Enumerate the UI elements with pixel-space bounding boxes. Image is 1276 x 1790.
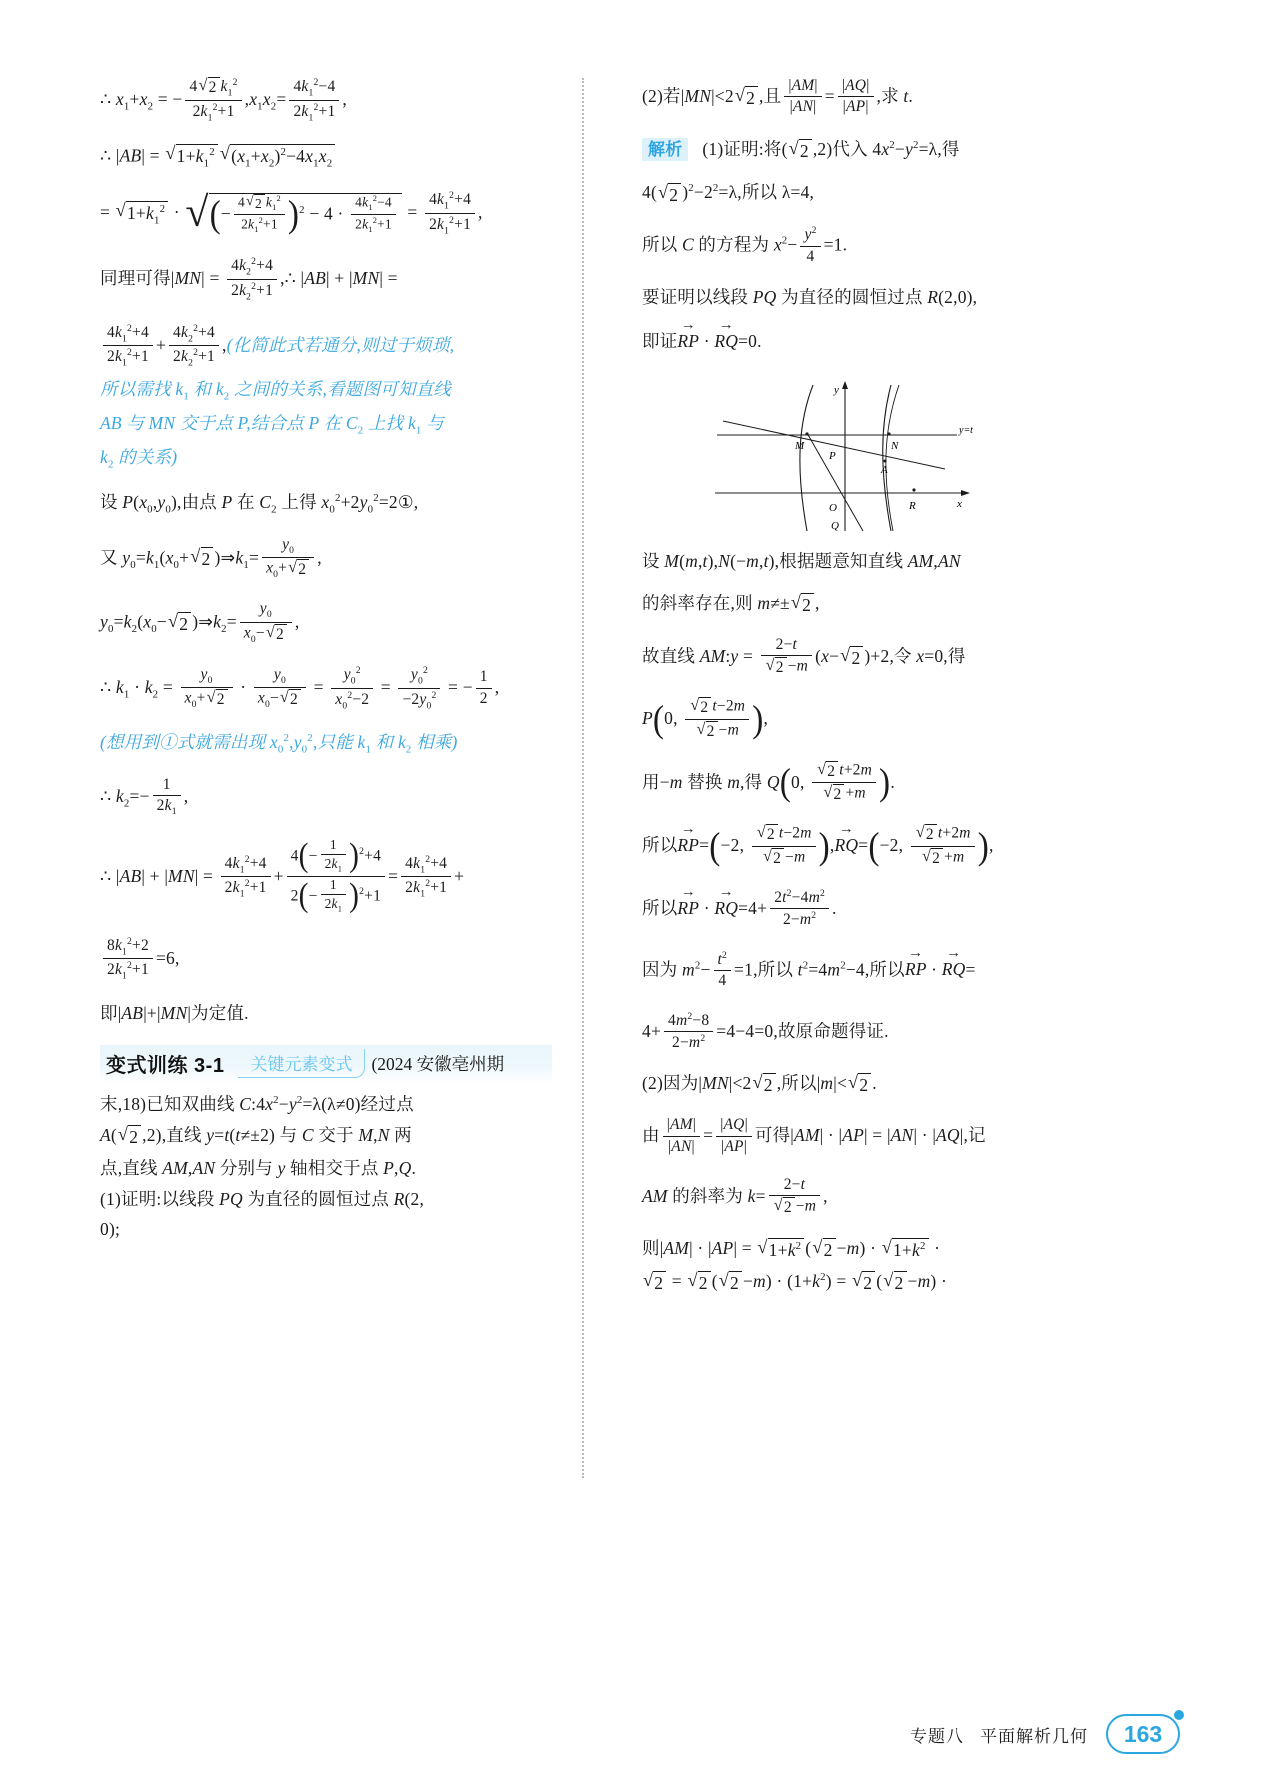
equation-line-sum-fractions: $\frac{4k_1^2+4}{2k_1^2+1}$ + $\frac{4k_2^2+4}{2k_2^2+1}$ ,(化简此式若通分,则过于烦琐, [100,324,552,370]
equation-line-AB-expanded: = √ $1+k_1^2$ · √ (− 4 √ 2 $k_1^2$ $2k_1^2+1$ )$^2$ − 4 · $\frac{4k_1^2-4}{2k_1^2+1}$ = $\frac{4k_1^2+4}{2k_1^2+1}$ , [100,190,483,237]
point-R [912,488,915,491]
equation-line-final-value: $\frac{8k_1^2+2}{2k_1^2+1}$ =6, [100,937,552,983]
point-M-label: M [794,439,804,452]
y-axis-label: y [833,383,839,396]
footer-subtopic: 平面解析几何 [980,1726,1088,1746]
annotation-note-4: (想用到①式就需出现 $x_0^2,y_0^2$,只能 $k_1$ 和 $k_2$ 相乘) [100,732,458,756]
equation-line-AB-plus-MN-sub: ∴ |AB| + |MN| = $\frac{4k_1^2+4}{2k_1^2+1}$ + 4(− $\frac{1}{2k_1}$ )$^2$+4 2(− $\frac{1}{2k_1}$ )$^2$+1 = $\frac{4k_1^2+4}{2k_1^2+1}$ + [100,836,465,915]
page-number-badge [1106,1714,1180,1754]
two-column-body [100,78,1105,1498]
line-y-equals-t-label: y=t [958,424,973,436]
key-element-variation-badge: 关键元素变式 [238,1049,365,1078]
equation-line-conclusion: 即|AB|+|MN|为定值. [100,1002,249,1023]
point-A-label: A [880,463,888,476]
equation-line-k2: $y_0=k_2(x_0-$ √ 2 )$\Rightarrow k_2=$ $y_0$ $x_0-$ √ 2 , [100,600,300,645]
left-column [100,78,570,1498]
point-Q-label: Q [830,519,839,532]
problem-statement-line-3: 点,直线 AM,AN 分别与 y 轴相交于点 P,Q. [100,1157,417,1178]
point-R-label: R [908,499,916,512]
problem-statement-q1-line-2: 0); [100,1219,121,1240]
annotation-note-1: 所以需找 $k_1$ 和 $k_2$ 之间的关系,看题图可知直线 [100,378,451,403]
equation-line-sum-product: ∴ $x_1+x_2$ = − 4 √ 2 $k_1^2$ $2k_1^2+1$ $,x_1x_2=$ $\frac{4k_1^2-4}{2k_1^2+1}$ , [100,76,347,123]
solution-line-12: 因为 $m^2-$ $\frac{t^2}{4}$ =1,所以 $t^2=4m^2-4$,所以→ RP · → RQ= [642,951,1037,992]
source-head: (2024 安徽亳州期 [371,1053,505,1074]
solution-line-7: 故直线 AM:y = 2−t √ 2 −m (x− √ 2 )+2,令 x=0,得 [642,635,966,676]
point-N-label: N [890,439,898,452]
problem-statement-q1-line-1: (1)证明:以线段 PQ 为直径的圆恒过点 R(2, [100,1188,425,1209]
variation-training-header [100,1045,552,1084]
x-axis-arrow [961,490,970,496]
solution-line-2: 4( √ 2 )$^2-2^2=\lambda$,所以 λ=4, [642,181,815,205]
point-P-label: P [828,449,836,462]
line-AN [807,433,863,531]
solution-line-3: 所以 C 的方程为 $x^2-$ $\frac{y^2}{4}$ =1. [642,225,848,265]
solution-line-6: 设 M(m,t),N(−m,t),根据题意知直线 AM,AN [642,550,961,571]
equation-line-set-P: 设 $P(x_0,y_0)$,由点 P 在 $C_2$ 上得 $x_0^2+2y_0^2=2①$, [100,491,419,516]
equation-line-k2-value: ∴ $k_2=-$ $\frac{1}{2k_1}$ , [100,776,189,818]
solution-line-4: 要证明以线段 PQ 为直径的圆恒过点 R(2,0), [642,287,978,308]
figure-svg [695,373,985,533]
point-O-label: O [828,501,837,514]
solution-line-16: AM 的斜率为 k= 2−t √ 2 −m , [642,1175,828,1217]
point-A [883,459,886,462]
jiexi-tag: 解析 [642,138,688,161]
hyperbola-figure [642,373,1037,533]
hyperbola-left-branch [799,385,812,531]
y-axis-arrow [842,381,848,389]
variation-training-title: 变式训练 3-1 [106,1054,225,1077]
equation-line-k1: 又 $y_0=k_1(x_0+$ √ 2 )$\Rightarrow k_1=$ $y_0$ $x_0+$ √ 2 , [100,535,322,581]
solution-line-15: 由 $\frac{|AM|}{|AN|}$ = $\frac{|AQ|}{|AP|}$ 可得|AM| · |AP| = |AN| · |AQ|,记 [642,1116,986,1155]
equation-line-AB-length: ∴ |AB| = √ $1+k_1^2$ √ $(x_1+x_2)^2-4x_1x_2$ [100,144,552,171]
solution-line-6b: 的斜率存在,则 m≠± √ 2 , [642,591,820,615]
solution-line-9: 用−m 替换 m,得 Q(0, √ 2 t+2m √ 2 +m ). [642,759,895,804]
annotation-note-3: $k_2$ 的关系) [100,446,178,471]
x-axis-label: x [956,497,962,510]
solution-line-5: 即证→ RP · → RQ=0. [642,329,1037,353]
page-footer [0,1714,1276,1754]
equation-line-k1-times-k2: ∴ $k_1 \cdot k_2$ = $y_0$ $x_0+$ √ 2 · $y_0$ $x_0-$ √ 2 = $\frac{y_0^2}{x_0^2-2}$ = $\frac{y_0^2}{-2y_0^2}$ = − $\frac{1}{2}$ , [100,664,500,711]
page-number-dot [1174,1710,1184,1720]
solution-line-10: 所以→ RP=(−2, √ 2 t−2m √ 2 −m ),→ RQ=(−2, √ 2 t+2m √ 2 +m ), [642,825,1037,869]
problem-statement-line-2: A( √ 2 ,2),直线 y=t(t≠±2) 与 C 交于 M,N 两 [100,1123,412,1147]
problem-statement-line-1: 末,18)已知双曲线 $C:4x^2-y^2=\lambda(\lambda\ne 0)$经过点 [100,1093,414,1114]
equation-line-MN-similar: 同理可得|MN| = $\frac{4k_2^2+4}{2k_2^2+1}$ ,∴ |AB| + |MN| = [100,256,398,303]
right-column [612,78,1037,1498]
solution-line-11: 所以→ RP · → RQ=4+ $\frac{2t^2-4m^2}{2-m^2}$ . [642,889,1037,931]
solution-line-8: P(0, √ 2 t−2m √ 2 −m ), [642,696,769,741]
solution-line-17: 则|AM| · |AP| = √ $1+k^2$ ( √ 2 −m) · √ $1+k^2$ · [642,1237,941,1261]
problem-statement-q2: (2)若|MN|<2 √ 2 ,且 $\frac{|AM|}{|AN|}$ = $\frac{|AQ|}{|AP|}$ ,求 t. [642,77,913,116]
footer-topic: 专题八 [910,1726,964,1746]
annotation-note-2: AB 与 MN 交于点 P,结合点 P 在 $C_2$ 上找 $k_1$ 与 [100,412,444,437]
column-divider [582,78,584,1478]
solution-line-14: (2)因为|MN|<2 √ 2 ,所以|m|< √ 2 . [642,1072,877,1096]
page-number: 163 [1123,1720,1163,1747]
point-N [887,432,890,435]
solution-line-17b: √ 2 = √ 2 ( √ 2 $-m) \cdot (1+k^2)$ = √ 2 ( √ 2 −m) · [643,1270,948,1294]
solution-line-1: 解析 (1)证明:将( √ 2 ,2)代入 $4x^2-y^2=\lambda$,得 [642,138,1037,163]
point-M [805,432,808,435]
solution-line-13: 4+ $\frac{4m^2-8}{2-m^2}$ =4−4=0,故原命题得证. [642,1010,889,1052]
